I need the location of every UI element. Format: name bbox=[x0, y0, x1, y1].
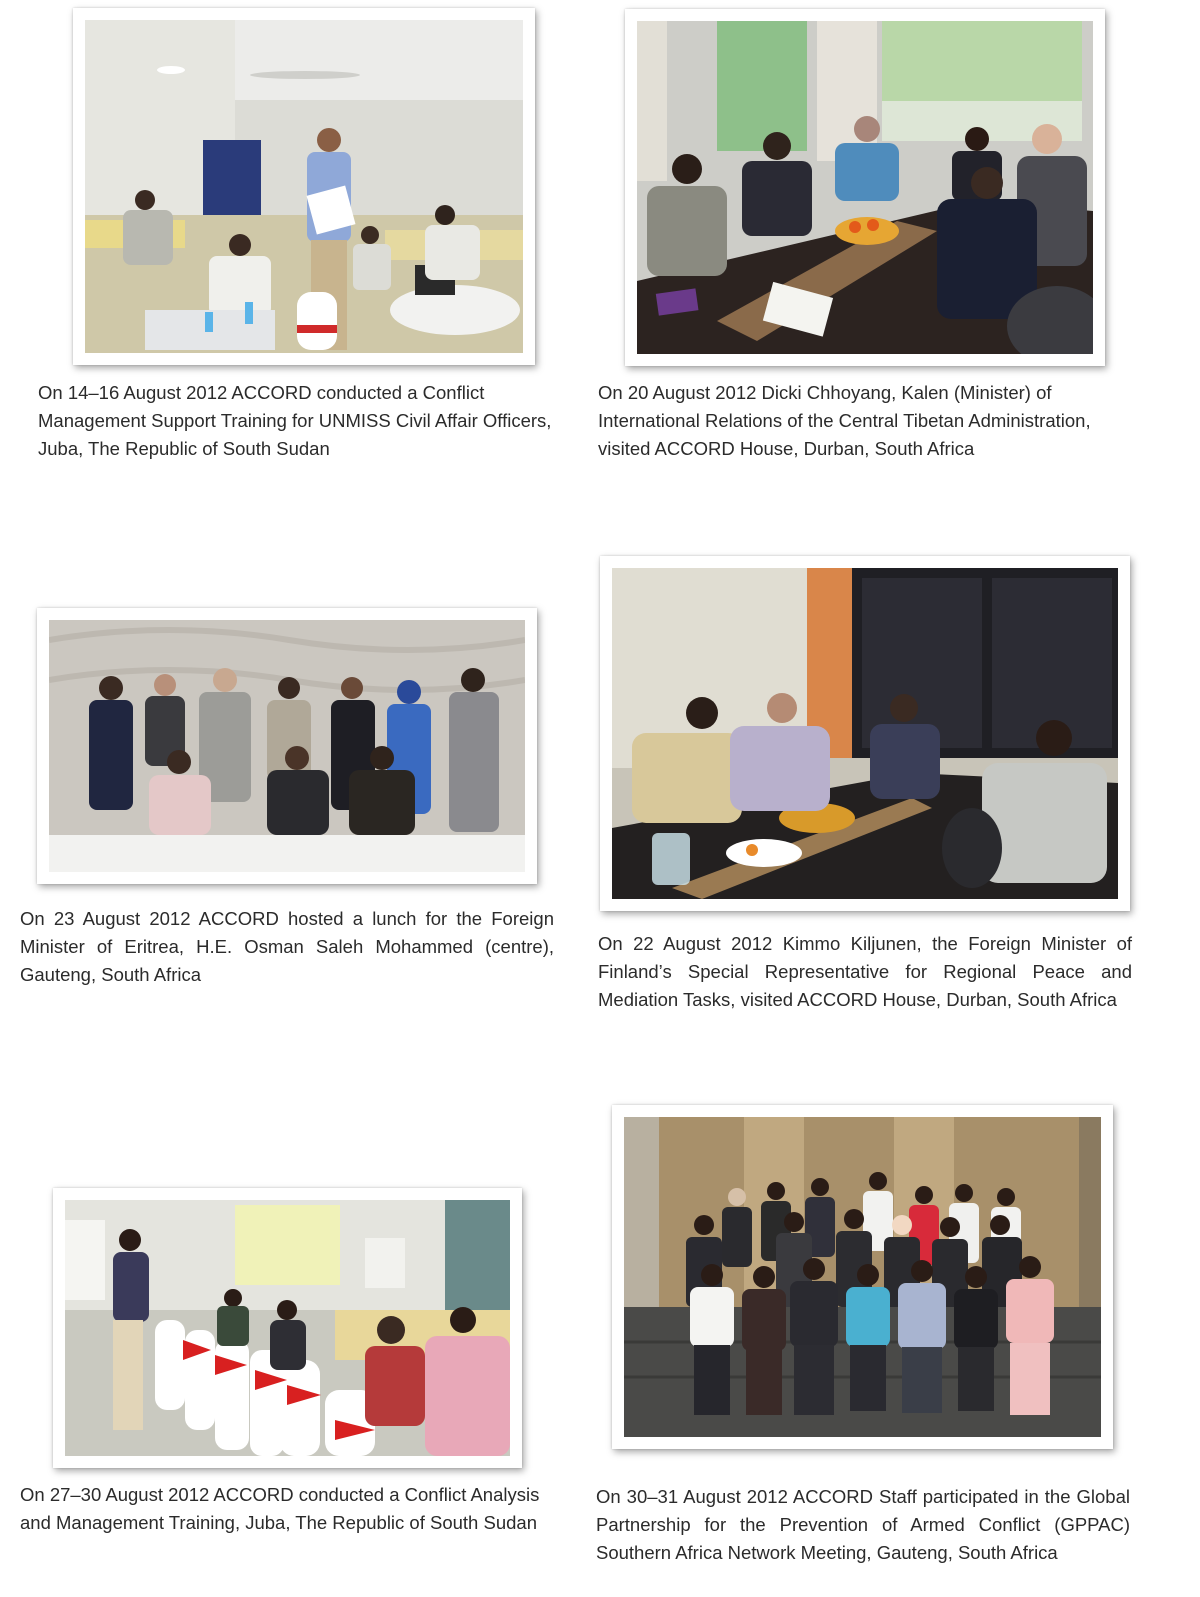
photo-gppac-network-meeting bbox=[612, 1105, 1113, 1449]
photo-training-juba-image bbox=[85, 20, 523, 353]
photo-conflict-analysis-training bbox=[53, 1188, 522, 1468]
caption-tibetan-minister-visit: On 20 August 2012 Dicki Chhoyang, Kalen (Minister) of International Relations of the Central Tibetan Administration, visited ACCORD House, Durban, South Africa bbox=[598, 382, 1091, 459]
photo-eritrea-lunch-image bbox=[49, 620, 525, 872]
caption-gppac-network-meeting: On 30–31 August 2012 ACCORD Staff participated in the Global Partnership for the Prevention of Armed Conflict (GPPAC) Southern Africa Network Meeting, Gauteng, South Africa bbox=[596, 1486, 1130, 1563]
photo-finland-representative-image bbox=[612, 568, 1118, 899]
photo-finland-representative-visit bbox=[600, 556, 1130, 911]
photo-tibetan-minister-image bbox=[637, 21, 1093, 354]
photo-tibetan-minister-visit bbox=[625, 9, 1105, 366]
caption-finland-representative-visit: On 22 August 2012 Kimmo Kiljunen, the Foreign Minister of Finland’s Special Representative for Regional Peace and Mediation Tasks, visited ACCORD House, Durban, South Africa bbox=[598, 933, 1132, 1010]
photo-eritrea-lunch bbox=[37, 608, 537, 884]
photo-conflict-analysis-image bbox=[65, 1200, 510, 1456]
photo-training-juba bbox=[73, 8, 535, 365]
caption-eritrea-lunch: On 23 August 2012 ACCORD hosted a lunch for the Foreign Minister of Eritrea, H.E. Osman Saleh Mohammed (centre), Gauteng, South Africa bbox=[20, 908, 554, 985]
photo-gppac-network-image bbox=[624, 1117, 1101, 1437]
caption-training-juba: On 14–16 August 2012 ACCORD conducted a Conflict Management Support Training for UNMISS Civil Affair Officers, Juba, The Republic of South Sudan bbox=[38, 382, 552, 459]
caption-conflict-analysis-training: On 27–30 August 2012 ACCORD conducted a Conflict Analysis and Management Training, Juba, The Republic of South Sudan bbox=[20, 1484, 540, 1533]
